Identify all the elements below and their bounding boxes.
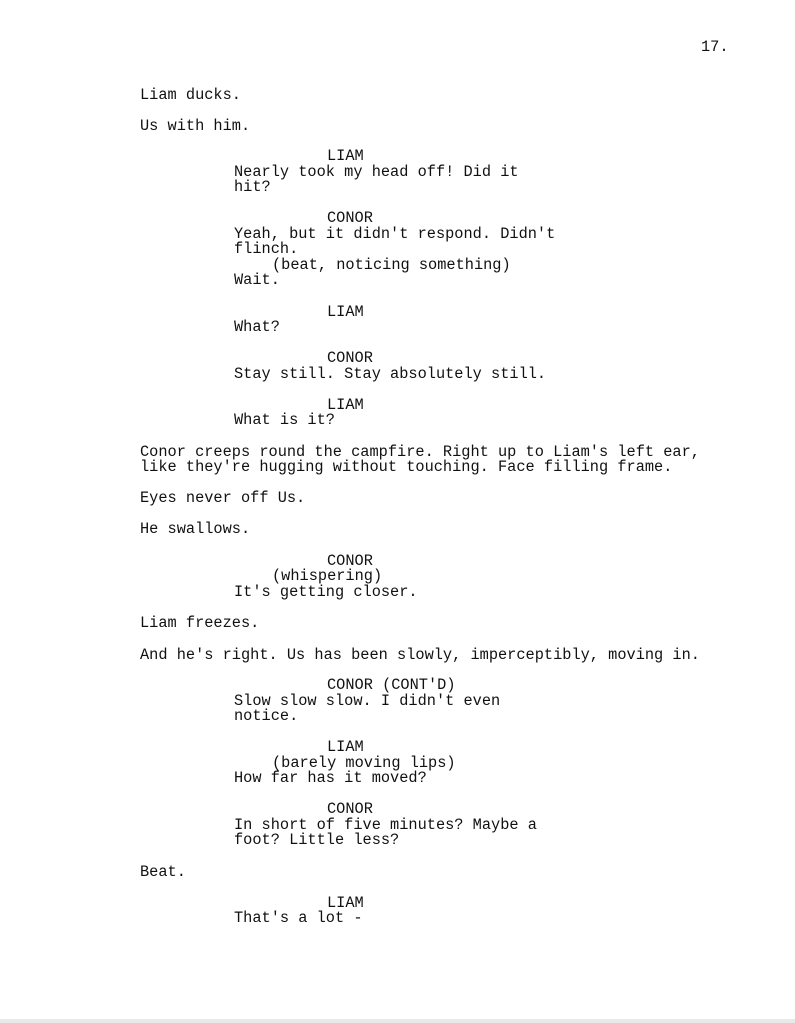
parenthetical: (beat, noticing something): [272, 256, 511, 274]
page-bottom-edge: [0, 1019, 795, 1023]
dialogue-line: Wait.: [234, 271, 280, 289]
dialogue-line: Yeah, but it didn't respond. Didn't: [234, 225, 556, 243]
dialogue-line: In short of five minutes? Maybe a: [234, 816, 537, 834]
character-cue: CONOR: [327, 209, 373, 227]
action-line: He swallows.: [140, 520, 251, 538]
dialogue-line: What?: [234, 318, 280, 336]
dialogue-line: That's a lot -: [234, 909, 363, 927]
character-cue: LIAM: [327, 894, 364, 912]
parenthetical: (whispering): [272, 567, 383, 585]
dialogue-line: What is it?: [234, 411, 335, 429]
character-cue: LIAM: [327, 396, 364, 414]
action-line: Liam freezes.: [140, 614, 260, 632]
action-line: Beat.: [140, 863, 186, 881]
parenthetical: (barely moving lips): [272, 754, 456, 772]
character-cue: CONOR: [327, 349, 373, 367]
action-line: Liam ducks.: [140, 86, 241, 104]
character-cue: LIAM: [327, 147, 364, 165]
dialogue-line: notice.: [234, 707, 299, 725]
character-cue: CONOR (CONT'D): [327, 676, 456, 694]
action-line: And he's right. Us has been slowly, imperceptibly, moving in.: [140, 646, 700, 664]
dialogue-line: flinch.: [234, 240, 299, 258]
dialogue-line: foot? Little less?: [234, 831, 400, 849]
character-cue: CONOR: [327, 800, 373, 818]
action-line: Conor creeps round the campfire. Right up to Liam's left ear,: [140, 443, 700, 461]
page-number: 17.: [701, 38, 729, 56]
action-line: like they're hugging without touching. Face filling frame.: [140, 458, 673, 476]
character-cue: LIAM: [327, 738, 364, 756]
dialogue-line: hit?: [234, 178, 271, 196]
dialogue-line: Slow slow slow. I didn't even: [234, 692, 501, 710]
dialogue-line: Stay still. Stay absolutely still.: [234, 365, 547, 383]
character-cue: LIAM: [327, 303, 364, 321]
dialogue-line: It's getting closer.: [234, 583, 418, 601]
dialogue-line: Nearly took my head off! Did it: [234, 163, 519, 181]
action-line: Us with him.: [140, 117, 251, 135]
character-cue: CONOR: [327, 552, 373, 570]
action-line: Eyes never off Us.: [140, 489, 306, 507]
dialogue-line: How far has it moved?: [234, 769, 427, 787]
